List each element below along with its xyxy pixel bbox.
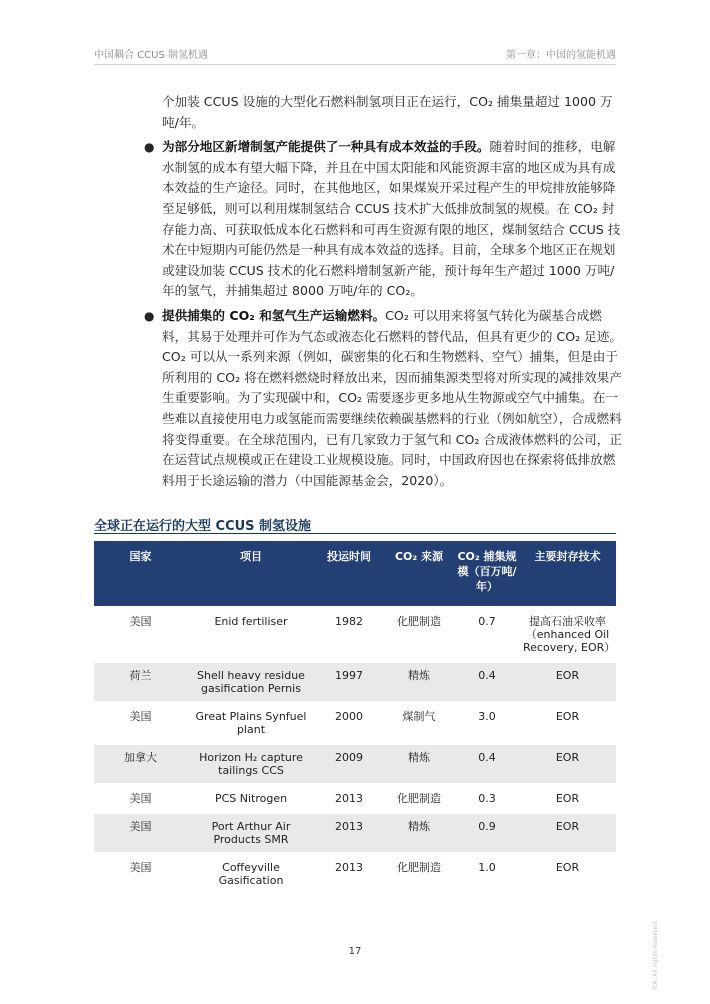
header-cell-country: 国家 [94,541,187,606]
cell-start-year: 1982 [315,609,383,660]
header-cell-storage-tech: 主要封存技术 [519,541,616,606]
cell-capture-capacity: 3.0 [455,704,519,742]
cell-country: 美国 [94,786,187,811]
header-chapter-title: 第一章：中国的氢能机遇 [506,50,616,61]
bullet-dot-icon: ● [144,308,155,323]
cell-project: Horizon H₂ capture tailings CCS [187,745,315,783]
cell-start-year: 2013 [315,855,383,893]
cell-country: 美国 [94,704,187,742]
cell-co2-source: 精炼 [383,745,455,783]
bullet-text: CO₂ 可以用来将氢气转化为碳基合成燃料，其易于处理并可作为气态或液态化石燃料的替代品，但具有更少的 CO₂ 足迹。CO₂ 可以从一系列来源（例如，碳密集的化石和生物燃料、空气）捕集，但是由于所利用的 CO₂ 将在燃料燃烧时释放出来，因而捕集源类型将对所实现的减排效果产生重要影响。为了实现碳中和，CO₂ 需要逐步更多地从生物源或空气中捕集。在一些难以直接使用电力或氢能而需要继续依赖碳基燃料的行业（例如航空），合成燃料将变得重要。在全球范围内，已有几家致力于氢气和 CO₂ 合成液体燃料的公司，正在运营试点规模或正在建设工业规模设施。同时，中国政府因也在探索将低排放燃料用于长途运输的潜力（中国能源基金会，2020）。 [162,307,622,488]
page-number: 17 [348,946,362,957]
cell-storage-tech: EOR [519,855,616,893]
cell-co2-source: 煤制气 [383,704,455,742]
cell-capture-capacity: 1.0 [455,855,519,893]
cell-start-year: 2009 [315,745,383,783]
bullet-item [144,137,622,302]
cell-start-year: 2013 [315,814,383,852]
bullet-text: 随着时间的推移，电解水制氢的成本有望大幅下降，并且在中国太阳能和风能资源丰富的地区成为具有成本效益的生产途径。同时，在其他地区，如果煤炭开采过程产生的甲烷排放能够降至足够低，则可以利用煤制氢结合 CCUS 技术扩大低排放制氢的规模。在 CO₂ 封存能力高、可获取低成本化石燃料和可再生资源有限的地区，煤制氢结合 CCUS 技术在中短期内可能仍然是一种具有成本效益的选择。目前，全球多个地区正在规划或建设加装 CCUS 技术的化石燃料增制氢新产能，预计每年生产超过 1000 万吨/年的氢气，并捕集超过 8000 万吨/年的 CO₂。 [162,139,621,299]
cell-country: 美国 [94,609,187,660]
facilities-table [94,538,616,896]
table-row [94,704,616,742]
cell-capture-capacity: 0.4 [455,745,519,783]
table-title: 全球正在运行的大型 CCUS 制氢设施 [94,519,312,534]
cell-capture-capacity: 0.9 [455,814,519,852]
table-title-rule [94,533,616,534]
cell-start-year: 2013 [315,786,383,811]
table-row [94,745,616,783]
header-cell-capture-capacity: CO₂ 捕集规模（百万吨/年） [455,541,519,606]
cell-co2-source: 精炼 [383,663,455,701]
cell-storage-tech: 提高石油采收率（enhanced Oil Recovery, EOR） [519,609,616,660]
cell-storage-tech: EOR [519,663,616,701]
cell-capture-capacity: 0.4 [455,663,519,701]
cell-co2-source: 化肥制造 [383,786,455,811]
header-cell-start-year: 投运时间 [315,541,383,606]
cell-project: Coffeyville Gasification [187,855,315,893]
cell-storage-tech: EOR [519,704,616,742]
table-row [94,663,616,701]
cell-storage-tech: EOR [519,786,616,811]
header-report-title: 中国耦合 CCUS 制氢机遇 [94,50,208,61]
page-header [94,44,616,65]
cell-start-year: 1997 [315,663,383,701]
cell-capture-capacity: 0.3 [455,786,519,811]
cell-country: 荷兰 [94,663,187,701]
cell-project: Shell heavy residue gasification Pernis [187,663,315,701]
table-row [94,786,616,811]
bullet-bold-lead: 为部分地区新增制氢产能提供了一种具有成本效益的手段。 [162,139,490,155]
table-header-row [94,541,616,606]
cell-country: 加拿大 [94,745,187,783]
header-cell-project: 项目 [187,541,315,606]
cell-country: 美国 [94,814,187,852]
cell-storage-tech: EOR [519,745,616,783]
cell-capture-capacity: 0.7 [455,609,519,660]
table-row [94,814,616,852]
cell-project: Enid fertiliser [187,609,315,660]
bullet-dot-icon: ● [144,140,155,155]
cell-storage-tech: EOR [519,814,616,852]
cell-co2-source: 精炼 [383,814,455,852]
cell-project: Great Plains Synfuel plant [187,704,315,742]
header-cell-co2-source: CO₂ 来源 [383,541,455,606]
table-row [94,609,616,660]
bullet-bold-lead: 提供捕集的 CO₂ 和氢气生产运输燃料。 [162,307,386,323]
cell-start-year: 2000 [315,704,383,742]
cell-co2-source: 化肥制造 [383,609,455,660]
bullet-item [144,306,622,491]
copyright-watermark: IEA. All rights reserved. [652,920,659,991]
cell-project: PCS Nitrogen [187,786,315,811]
cell-country: 美国 [94,855,187,893]
table-row [94,855,616,893]
intro-paragraph: 个加装 CCUS 设施的大型化石燃料制氢项目正在运行，CO₂ 捕集量超过 1000 万吨/年。 [162,94,613,130]
cell-project: Port Arthur Air Products SMR [187,814,315,852]
cell-co2-source: 化肥制造 [383,855,455,893]
body-text [144,92,622,491]
